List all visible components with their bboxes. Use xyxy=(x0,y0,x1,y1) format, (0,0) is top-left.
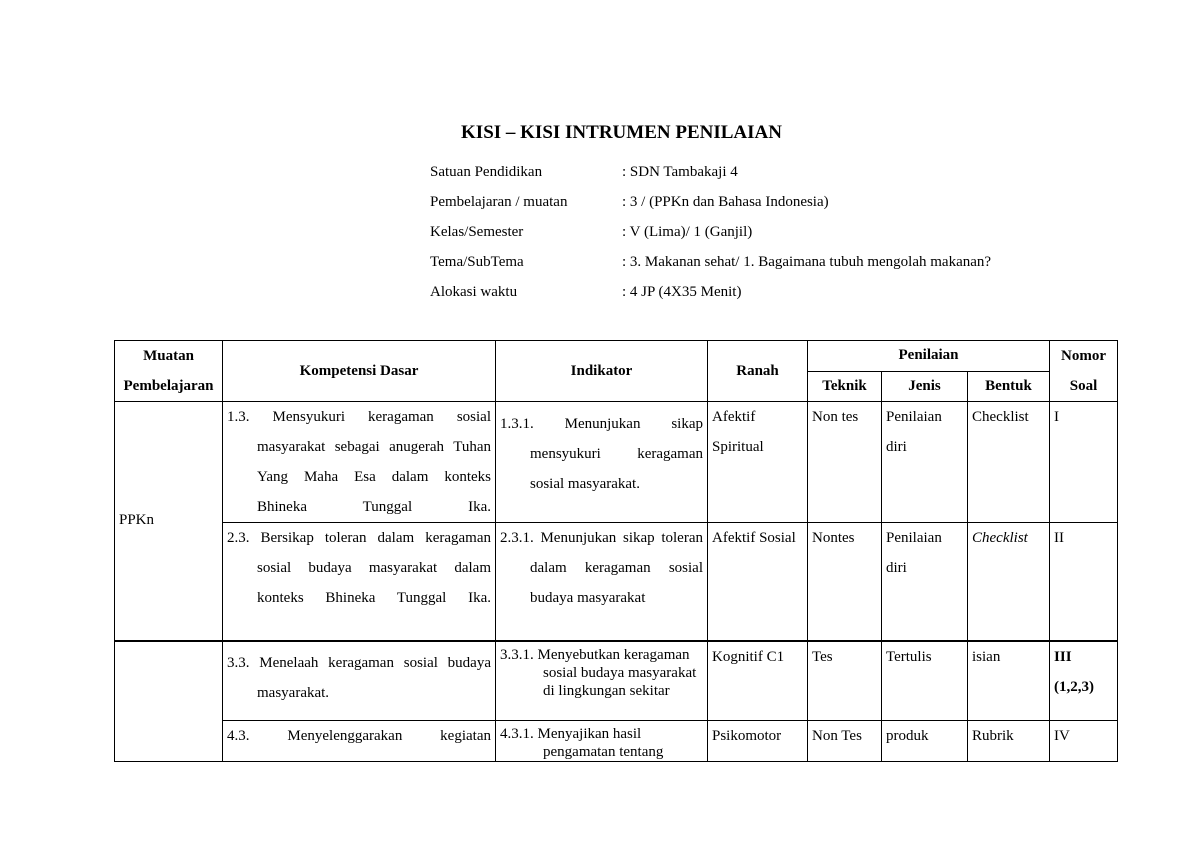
info-value: : 3 / (PPKn dan Bahasa Indonesia) xyxy=(622,194,829,210)
indikator-number: 3.3.1. xyxy=(500,646,534,663)
header-jenis: Jenis xyxy=(882,371,968,402)
indikator-cell xyxy=(496,523,708,641)
header-muatan xyxy=(115,341,223,402)
info-label: Tema/SubTema xyxy=(430,254,524,270)
teknik-cell: Non Tes xyxy=(808,721,882,762)
header-nomor-line1: Nomor xyxy=(1061,348,1107,364)
indikator-desc: Menyajikan hasil pengamatan tentang xyxy=(537,726,664,760)
indikator-cell xyxy=(496,641,708,721)
bentuk-cell: Checklist xyxy=(968,402,1050,523)
kd-cell xyxy=(223,641,496,721)
table-row xyxy=(115,721,1118,762)
indikator-number: 2.3.1. xyxy=(500,530,534,546)
indikator-text xyxy=(500,409,703,499)
header-muatan-line2: Pembelajaran xyxy=(123,378,214,394)
kd-text: 3.3. Menelaah keragaman sosial budaya masyarakat. xyxy=(227,654,491,701)
muatan-cell xyxy=(115,641,223,762)
info-label: Alokasi waktu xyxy=(430,284,518,300)
ranah-cell: Kognitif C1 xyxy=(708,641,808,721)
nomor-cell: IV xyxy=(1050,721,1118,762)
indikator-desc: Menyebutkan keragaman sosial budaya masyarakat di lingkungan sekitar xyxy=(537,646,697,699)
kd-text: 2.3. Bersikap toleran dalam keragaman sosial budaya masyarakat dalam konteks Bhineka Tunggal Ika. xyxy=(227,530,491,606)
indikator-text xyxy=(500,646,703,700)
kisi-table xyxy=(114,340,1118,762)
nomor-text: III (1,2,3) xyxy=(1054,648,1095,695)
document-title: KISI – KISI INTRUMEN PENILAIAN xyxy=(461,122,782,143)
info-label: Pembelajaran / muatan xyxy=(430,194,568,210)
indikator-number: 1.3.1. xyxy=(500,416,534,432)
header-penilaian: Penilaian xyxy=(808,341,1050,372)
ranah-cell: Psikomotor xyxy=(708,721,808,762)
indikator-cell xyxy=(496,402,708,523)
ranah-cell: Afektif Sosial xyxy=(708,523,808,641)
header-nomor-line2: Soal xyxy=(1069,378,1098,394)
indikator-desc: Menunjukan sikap toleran dalam keragaman sosial budaya masyarakat xyxy=(530,530,703,606)
teknik-cell: Tes xyxy=(808,641,882,721)
info-label: Satuan Pendidikan xyxy=(430,164,543,180)
kd-cell xyxy=(223,402,496,523)
info-value: : 3. Makanan sehat/ 1. Bagaimana tubuh mengolah makanan? xyxy=(622,254,992,270)
header-muatan-line1: Muatan xyxy=(143,348,194,364)
kd-cell xyxy=(223,721,496,762)
indikator-number: 4.3.1. xyxy=(500,726,534,742)
kd-text: 4.3. Menyelenggarakan kegiatan xyxy=(227,728,491,744)
table-row xyxy=(115,402,1118,523)
info-value: : V (Lima)/ 1 (Ganjil) xyxy=(622,224,753,240)
indikator-text xyxy=(500,523,703,613)
kd-cell xyxy=(223,523,496,641)
ranah-cell: Afektif Spiritual xyxy=(708,402,808,523)
info-label: Kelas/Semester xyxy=(430,224,524,240)
indikator-text xyxy=(500,725,703,761)
bentuk-cell: Checklist xyxy=(968,523,1050,641)
header-kompetensi-dasar: Kompetensi Dasar xyxy=(223,341,496,402)
jenis-cell: Penilaian diri xyxy=(882,402,968,523)
jenis-cell: Tertulis xyxy=(882,641,968,721)
header-indikator: Indikator xyxy=(496,341,708,402)
info-value: : SDN Tambakaji 4 xyxy=(622,164,738,180)
muatan-cell: PPKn xyxy=(115,402,223,641)
bentuk-cell: Rubrik xyxy=(968,721,1050,762)
jenis-cell: Penilaian diri xyxy=(882,523,968,641)
header-teknik: Teknik xyxy=(808,371,882,402)
indikator-cell xyxy=(496,721,708,762)
nomor-cell: II xyxy=(1050,523,1118,641)
nomor-cell xyxy=(1050,641,1118,721)
jenis-cell: produk xyxy=(882,721,968,762)
teknik-cell: Nontes xyxy=(808,523,882,641)
teknik-cell: Non tes xyxy=(808,402,882,523)
header-nomor-soal xyxy=(1050,341,1118,402)
table-row xyxy=(115,641,1118,721)
bentuk-cell: isian xyxy=(968,641,1050,721)
header-ranah: Ranah xyxy=(708,341,808,402)
nomor-cell: I xyxy=(1050,402,1118,523)
indikator-desc: Menunjukan sikap mensyukuri keragaman sosial masyarakat. xyxy=(530,416,704,492)
header-bentuk: Bentuk xyxy=(968,371,1050,402)
info-value: : 4 JP (4X35 Menit) xyxy=(622,284,742,300)
kd-text: 1.3. Mensyukuri keragaman sosial masyarakat sebagai anugerah Tuhan Yang Maha Esa dalam konteks Bhineka Tunggal Ika. xyxy=(227,409,491,515)
table-row xyxy=(115,523,1118,641)
